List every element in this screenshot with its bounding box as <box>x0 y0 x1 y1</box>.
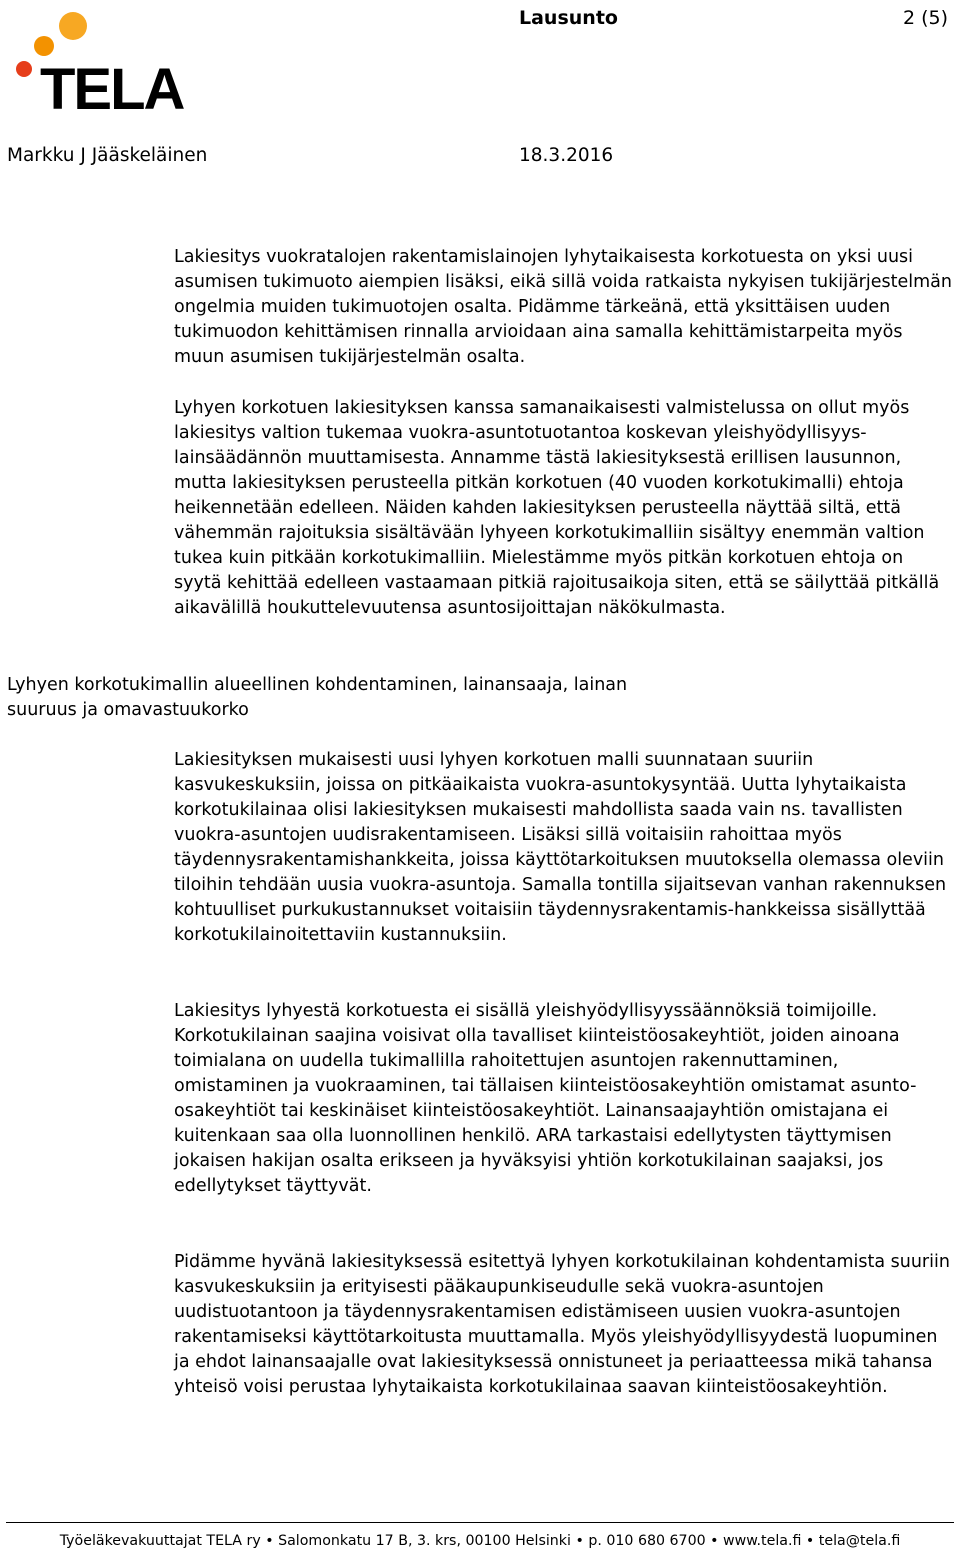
tela-logo <box>10 8 210 112</box>
paragraph-3: Lakiesityksen mukaisesti uusi lyhyen korkotuen malli suunnataan suuriin kasvukeskuksiin, joissa on pitkäaikaista vuokra-asuntokysyntää. Uutta lyhytaikaista korkotukilainaa olisi lakiesityksen mukaisesti mahdollista saada vain ns. tavallisten vuokra-asuntojen uudisrakentamiseen. Lisäksi sillä voitaisiin rahoittaa myös täydennysrakentamishankkeita, joissa käyttötarkoituksen muutoksella olemassa oleviin tiloihin tehdään uusia vuokra-asuntoja. Samalla tontilla sijaitsevan vanhan rakennuksen kohtuulliset purkukustannukset voitaisiin täydennysrakentamis-hankkeissa sisällyttää korkotukilainoitettaviin kustannuksiin. <box>174 750 947 945</box>
logo-wordmark: TELA <box>40 57 184 112</box>
footer-divider <box>6 1522 954 1523</box>
logo-dot-medium <box>34 36 54 56</box>
page-number: 2 (5) <box>902 7 948 29</box>
section-heading: Lyhyen korkotukimallin alueellinen kohdentaminen, lainansaaja, lainan suuruus ja omavastuukorko <box>7 675 628 720</box>
tela-logo-mark <box>10 8 210 112</box>
footer-contact: Työeläkevakuuttajat TELA ry • Salomonkatu 17 B, 3. krs, 00100 Helsinki • p. 010 680 6700 • www.tela.fi • tela@tela.fi <box>59 1533 901 1549</box>
logo-dot-large <box>59 12 87 40</box>
paragraph-2: Lyhyen korkotuen lakiesityksen kanssa samanaikaisesti valmistelussa on ollut myös lakiesitys valtion tukemaa vuokra-asuntotuotantoa koskevan yleishyödyllisyys-lainsäädännön muuttamisesta. Annamme tästä lakiesityksestä erillisen lausunnon, mutta lakiesityksen perusteella pitkän korkotuen (40 vuoden korkotukimalli) ehtoja heikennetään edelleen. Näiden kahden lakiesityksen perusteella näyttää siltä, että vähemmän rajoituksia sisältävään lyhyeen korkotukimalliin sisältyy enemmän valtion tukea kuin pitkään korkotukimalliin. Mielestämme myös pitkän korkotuen ehtoja on syytä kehittää edelleen vastaamaan pitkiä rajoitusaikoja siten, että se säilyttää pitkällä aikavälillä houkuttelevuutensa asuntosijoittajan näkökulmasta. <box>174 398 940 618</box>
document-type: Lausunto <box>519 7 618 29</box>
logo-dot-small <box>16 61 32 77</box>
paragraph-1: Lakiesitys vuokratalojen rakentamislainojen lyhytaikaisesta korkotuesta on yksi uusi asumisen tukimuoto aiempien lisäksi, eikä sillä voida ratkaista nykyisen tukijärjestelmän ongelmia muiden tukimuotojen osalta. Pidämme tärkeänä, että yksittäisen uuden tukimuodon kehittämisen rinnalla arvioidaan aina samalla kehittämistarpeita myös muun asumisen tukijärjestelmän osalta. <box>174 247 952 367</box>
paragraph-4: Lakiesitys lyhyestä korkotuesta ei sisällä yleishyödyllisyyssäännöksiä toimijoille. Korkotukilainan saajina voisivat olla tavalliset kiinteistöosakeyhtiöt, joiden ainoana toimialana on uudella tukimallilla rahoitettujen asuntojen rakennuttaminen, omistaminen ja vuokraaminen, tai tällaisen kiinteistöosakeyhtiön omistamat asunto-osakeyhtiöt tai keskinäiset kiinteistöosakeyhtiöt. Lainansaajayhtiön omistajana ei kuitenkaan saa olla luonnollinen henkilö. ARA tarkastaisi edellytysten täyttymisen jokaisen hakijan osalta erikseen ja hyväksyisi yhtiön korkotukilainan saajaksi, jos edellytykset täyttyvät. <box>174 1001 917 1196</box>
author-name: Markku J Jääskeläinen <box>7 145 208 166</box>
paragraph-5: Pidämme hyvänä lakiesityksessä esitettyä lyhyen korkotukilainan kohdentamista suuriin kasvukeskuksiin ja erityisesti pääkaupunkiseudulle sekä vuokra-asuntojen uudistuotantoon ja täydennysrakentamisen edistämiseen uusien vuokra-asuntojen rakentamiseksi käyttötarkoitusta muuttamalla. Myös yleishyödyllisyydestä luopuminen ja ehdot lainansaajalle ovat lakiesityksessä onnistuneet ja periaatteessa mikä tahansa yhteisö voisi perustaa lyhytaikaista korkotukilainaa saavan kiinteistöosakeyhtiön. <box>174 1252 950 1397</box>
document-date: 18.3.2016 <box>519 145 614 166</box>
